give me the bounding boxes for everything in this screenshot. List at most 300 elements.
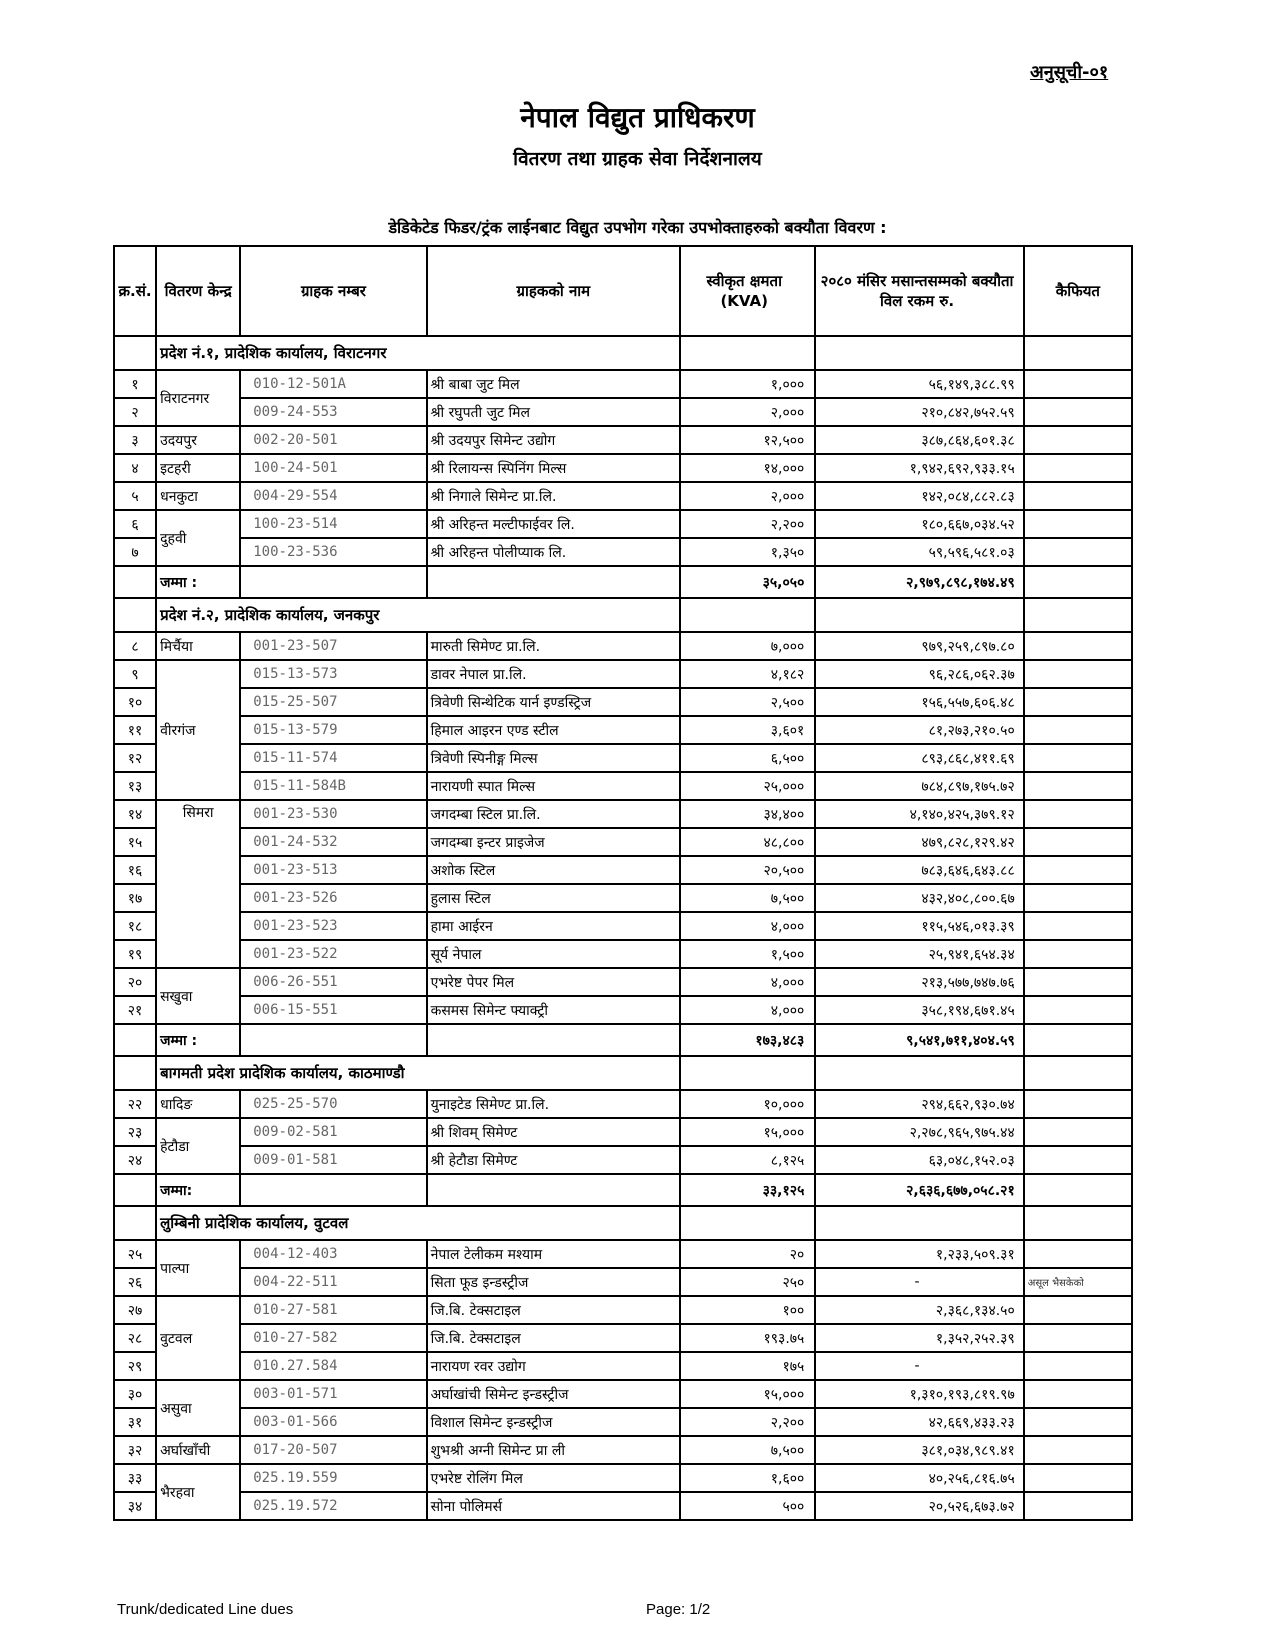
customer-name: त्रिवेणी स्पिनीङ्ग मिल्स (427, 744, 680, 772)
serial-number: २७ (114, 1296, 156, 1324)
serial-number: १९ (114, 940, 156, 968)
customer-name: जगदम्बा स्टिल प्रा.लि. (427, 800, 680, 828)
outstanding-amount: ७८३,६४६,६४३.८८ (815, 856, 1023, 884)
outstanding-amount: - (815, 1352, 1023, 1380)
col-header-name: ग्राहकको नाम (427, 246, 680, 336)
footer-document-label: Trunk/dedicated Line dues (117, 1601, 294, 1618)
customer-number: 009-24-553 (240, 398, 426, 426)
section-remarks-cell (1024, 1206, 1132, 1240)
customer-name: श्री रिलायन्स स्पिनिंग मिल्स (427, 454, 680, 482)
distribution-center: अर्घाखाँची (156, 1436, 240, 1464)
outstanding-amount: ३८१,०३४,९८९.४१ (815, 1436, 1023, 1464)
serial-number: १२ (114, 744, 156, 772)
table-header-row (114, 246, 1132, 336)
customer-number: 015-13-579 (240, 716, 426, 744)
serial-number: ७ (114, 538, 156, 566)
serial-number: १४ (114, 800, 156, 828)
customer-name: शुभश्री अग्नी सिमेन्ट प्रा ली (427, 1436, 680, 1464)
table-row (114, 1090, 1132, 1118)
approved-capacity-kva: १,५०० (680, 940, 815, 968)
section-amount-cell (815, 336, 1023, 370)
customer-name: श्री शिवम् सिमेण्ट (427, 1118, 680, 1146)
distribution-center: वीरगंज (156, 660, 240, 800)
remarks (1024, 426, 1132, 454)
serial-number: ३ (114, 426, 156, 454)
distribution-center: विराटनगर (156, 370, 240, 426)
serial-number: ३३ (114, 1464, 156, 1492)
customer-name: अर्घाखांची सिमेन्ट इन्डस्ट्रीज (427, 1380, 680, 1408)
customer-number: 010.27.584 (240, 1352, 426, 1380)
remarks (1024, 1118, 1132, 1146)
remarks (1024, 660, 1132, 688)
section-amount-cell (815, 1056, 1023, 1090)
section-title: बागमती प्रदेश प्रादेशिक कार्यालय, काठमाण्डौ (156, 1056, 680, 1090)
remarks (1024, 996, 1132, 1024)
outstanding-amount: २०,५२६,६७३.७२ (815, 1492, 1023, 1520)
serial-number: २९ (114, 1352, 156, 1380)
approved-capacity-kva: १५,००० (680, 1380, 815, 1408)
serial-number: २० (114, 968, 156, 996)
approved-capacity-kva: १,००० (680, 370, 815, 398)
distribution-center: मिर्चैया (156, 632, 240, 660)
serial-number: २८ (114, 1324, 156, 1352)
serial-number: १७ (114, 884, 156, 912)
table-body (114, 336, 1132, 1520)
remarks (1024, 1436, 1132, 1464)
total-kva: ३५,०५० (680, 566, 815, 598)
serial-number: १६ (114, 856, 156, 884)
remarks (1024, 1464, 1132, 1492)
total-remarks-cell (1024, 566, 1132, 598)
serial-number: ३२ (114, 1436, 156, 1464)
table-row (114, 426, 1132, 454)
table-row (114, 884, 1132, 912)
customer-name: हुलास स्टिल (427, 884, 680, 912)
customer-number: 001-23-507 (240, 632, 426, 660)
serial-number: ३४ (114, 1492, 156, 1520)
table-row (114, 968, 1132, 996)
total-account-cell (240, 566, 426, 598)
total-row (114, 1174, 1132, 1206)
section-amount-cell (815, 598, 1023, 632)
total-kva: १७३,४८३ (680, 1024, 815, 1056)
table-row (114, 538, 1132, 566)
customer-number: 015-25-507 (240, 688, 426, 716)
approved-capacity-kva: २,००० (680, 398, 815, 426)
remarks (1024, 800, 1132, 828)
total-sn-cell (114, 1174, 156, 1206)
remarks (1024, 370, 1132, 398)
total-name-cell (427, 1174, 680, 1206)
customer-number: 100-23-536 (240, 538, 426, 566)
outstanding-amount: १,३५२,२५२.३९ (815, 1324, 1023, 1352)
customer-name: श्री रघुपती जुट मिल (427, 398, 680, 426)
distribution-center: वुटवल (156, 1296, 240, 1380)
serial-number: २६ (114, 1268, 156, 1296)
approved-capacity-kva: १९३.७५ (680, 1324, 815, 1352)
col-header-account: ग्राहक नम्बर (240, 246, 426, 336)
remarks (1024, 1324, 1132, 1352)
outstanding-amount: ११५,५४६,०१३.३९ (815, 912, 1023, 940)
section-header-row (114, 598, 1132, 632)
serial-number: ३१ (114, 1408, 156, 1436)
section-sn-cell (114, 598, 156, 632)
outstanding-amount: ९७९,२५९,८९७.८० (815, 632, 1023, 660)
table-row (114, 632, 1132, 660)
section-sn-cell (114, 1056, 156, 1090)
total-amount: २,९७९,८९८,१७४.४९ (815, 566, 1023, 598)
outstanding-amount: ८१,२७३,२१०.५० (815, 716, 1023, 744)
customer-number: 015-11-574 (240, 744, 426, 772)
remarks (1024, 968, 1132, 996)
section-sn-cell (114, 1206, 156, 1240)
approved-capacity-kva: २० (680, 1240, 815, 1268)
remarks (1024, 912, 1132, 940)
total-name-cell (427, 1024, 680, 1056)
remarks (1024, 1492, 1132, 1520)
approved-capacity-kva: ४,००० (680, 996, 815, 1024)
approved-capacity-kva: २५० (680, 1268, 815, 1296)
customer-name: विशाल सिमेन्ट इन्डस्ट्रीज (427, 1408, 680, 1436)
customer-name: श्री अरिहन्त मल्टीफाईवर लि. (427, 510, 680, 538)
approved-capacity-kva: १,६०० (680, 1464, 815, 1492)
approved-capacity-kva: १०,००० (680, 1090, 815, 1118)
table-row (114, 398, 1132, 426)
serial-number: ३० (114, 1380, 156, 1408)
serial-number: ८ (114, 632, 156, 660)
outstanding-amount: ४०,२५६,८१६.७५ (815, 1464, 1023, 1492)
remarks (1024, 632, 1132, 660)
total-remarks-cell (1024, 1024, 1132, 1056)
remarks (1024, 1408, 1132, 1436)
remarks (1024, 398, 1132, 426)
table-row (114, 912, 1132, 940)
table-row (114, 1464, 1132, 1492)
section-amount-cell (815, 1206, 1023, 1240)
approved-capacity-kva: ४८,८०० (680, 828, 815, 856)
remarks (1024, 1352, 1132, 1380)
customer-number: 006-15-551 (240, 996, 426, 1024)
section-header-row (114, 1056, 1132, 1090)
distribution-center: सिमरा (156, 800, 240, 968)
col-header-kva: स्वीकृत क्षमता (KVA) (680, 246, 815, 336)
remarks (1024, 482, 1132, 510)
customer-number: 015-13-573 (240, 660, 426, 688)
total-label: जम्मा: (156, 1174, 240, 1206)
customer-number: 015-11-584B (240, 772, 426, 800)
remarks (1024, 744, 1132, 772)
customer-number: 025.19.572 (240, 1492, 426, 1520)
remarks (1024, 454, 1132, 482)
outstanding-amount: १,३१०,१९३,८१९.९७ (815, 1380, 1023, 1408)
remarks (1024, 688, 1132, 716)
customer-name: सूर्य नेपाल (427, 940, 680, 968)
customer-number: 004-22-511 (240, 1268, 426, 1296)
distribution-center: असुवा (156, 1380, 240, 1436)
distribution-center: भैरहवा (156, 1464, 240, 1520)
remarks (1024, 1380, 1132, 1408)
section-sn-cell (114, 336, 156, 370)
customer-number: 100-24-501 (240, 454, 426, 482)
outstanding-amount: १८०,६६७,०३४.५२ (815, 510, 1023, 538)
customer-number: 010-27-581 (240, 1296, 426, 1324)
approved-capacity-kva: १५,००० (680, 1118, 815, 1146)
outstanding-amount: २५,९४१,६५४.३४ (815, 940, 1023, 968)
remarks (1024, 856, 1132, 884)
table-row (114, 1268, 1132, 1296)
serial-number: ५ (114, 482, 156, 510)
section-kva-cell (680, 598, 815, 632)
remarks (1024, 884, 1132, 912)
total-label: जम्मा : (156, 1024, 240, 1056)
outstanding-amount: १,२३३,५०९.३१ (815, 1240, 1023, 1268)
table-row (114, 744, 1132, 772)
approved-capacity-kva: ४,१८२ (680, 660, 815, 688)
approved-capacity-kva: १४,००० (680, 454, 815, 482)
outstanding-amount: ८९३,८६८,४११.६९ (815, 744, 1023, 772)
section-remarks-cell (1024, 336, 1132, 370)
customer-name: श्री हेटौडा सिमेण्ट (427, 1146, 680, 1174)
approved-capacity-kva: ७,५०० (680, 1436, 815, 1464)
customer-name: हिमाल आइरन एण्ड स्टील (427, 716, 680, 744)
outstanding-amount: ९६,२८६,०६२.३७ (815, 660, 1023, 688)
outstanding-amount: - (815, 1268, 1023, 1296)
serial-number: २ (114, 398, 156, 426)
approved-capacity-kva: ४,००० (680, 912, 815, 940)
table-row (114, 940, 1132, 968)
outstanding-amount: १५६,५५७,६०६.४८ (815, 688, 1023, 716)
customer-name: एभरेष्ट रोलिंग मिल (427, 1464, 680, 1492)
section-header-row (114, 1206, 1132, 1240)
serial-number: २४ (114, 1146, 156, 1174)
distribution-center: सखुवा (156, 968, 240, 1024)
customer-number: 004-12-403 (240, 1240, 426, 1268)
table-row (114, 1492, 1132, 1520)
section-remarks-cell (1024, 598, 1132, 632)
outstanding-amount: २९४,६६२,९३०.७४ (815, 1090, 1023, 1118)
serial-number: २१ (114, 996, 156, 1024)
customer-name: मारुती सिमेण्ट प्रा.लि. (427, 632, 680, 660)
serial-number: ११ (114, 716, 156, 744)
remarks (1024, 940, 1132, 968)
remarks (1024, 772, 1132, 800)
approved-capacity-kva: ७,००० (680, 632, 815, 660)
customer-number: 009-01-581 (240, 1146, 426, 1174)
customer-name: नारायणी स्पात मिल्स (427, 772, 680, 800)
approved-capacity-kva: २,२०० (680, 1408, 815, 1436)
approved-capacity-kva: ३,६०१ (680, 716, 815, 744)
serial-number: १५ (114, 828, 156, 856)
section-title: प्रदेश नं.१, प्रादेशिक कार्यालय, विराटनगर (156, 336, 680, 370)
serial-number: १० (114, 688, 156, 716)
footer-page-number: Page: 1/2 (646, 1601, 711, 1618)
outstanding-amount: २१०,८४२,७५२.५९ (815, 398, 1023, 426)
customer-name: नेपाल टेलीकम मश्याम (427, 1240, 680, 1268)
customer-name: जगदम्बा इन्टर प्राइजेज (427, 828, 680, 856)
customer-name: अशोक स्टिल (427, 856, 680, 884)
serial-number: १३ (114, 772, 156, 800)
table-row (114, 1352, 1132, 1380)
outstanding-amount: २,२७८,९६५,९७५.४४ (815, 1118, 1023, 1146)
outstanding-amount: २१३,५७७,७४७.७६ (815, 968, 1023, 996)
document-title: नेपाल विद्युत प्राधिकरण (520, 101, 755, 134)
remarks (1024, 538, 1132, 566)
total-kva: ३३,१२५ (680, 1174, 815, 1206)
table-row (114, 370, 1132, 398)
remarks (1024, 1296, 1132, 1324)
section-kva-cell (680, 1056, 815, 1090)
total-label: जम्मा : (156, 566, 240, 598)
approved-capacity-kva: ३४,४०० (680, 800, 815, 828)
customer-number: 001-23-523 (240, 912, 426, 940)
approved-capacity-kva: १७५ (680, 1352, 815, 1380)
customer-name: श्री उदयपुर सिमेन्ट उद्योग (427, 426, 680, 454)
table-row (114, 772, 1132, 800)
col-header-remarks: कैफियत (1024, 246, 1132, 336)
approved-capacity-kva: ६,५०० (680, 744, 815, 772)
outstanding-amount: ३५८,१९४,६७१.४५ (815, 996, 1023, 1024)
serial-number: २२ (114, 1090, 156, 1118)
customer-number: 001-23-522 (240, 940, 426, 968)
customer-number: 100-23-514 (240, 510, 426, 538)
outstanding-amount: ६३,०४८,१५२.०३ (815, 1146, 1023, 1174)
customer-number: 001-23-526 (240, 884, 426, 912)
remarks (1024, 510, 1132, 538)
customer-name: हामा आईरन (427, 912, 680, 940)
customer-name: त्रिवेणी सिन्थेटिक यार्न इण्डस्ट्रिज (427, 688, 680, 716)
approved-capacity-kva: ७,५०० (680, 884, 815, 912)
outstanding-amount: २,३६८,१३४.५० (815, 1296, 1023, 1324)
customer-name: श्री निगाले सिमेन्ट प्रा.लि. (427, 482, 680, 510)
customer-number: 010-12-501A (240, 370, 426, 398)
table-row (114, 1296, 1132, 1324)
col-header-sn: क्र.सं. (114, 246, 156, 336)
distribution-center: धादिङ (156, 1090, 240, 1118)
approved-capacity-kva: २,५०० (680, 688, 815, 716)
outstanding-amount: ३८७,८६४,६०१.३८ (815, 426, 1023, 454)
customer-number: 001-23-530 (240, 800, 426, 828)
customer-number: 025-25-570 (240, 1090, 426, 1118)
remarks (1024, 828, 1132, 856)
approved-capacity-kva: ८,१२५ (680, 1146, 815, 1174)
table-row (114, 996, 1132, 1024)
distribution-center: पाल्पा (156, 1240, 240, 1296)
customer-name: श्री बाबा जुट मिल (427, 370, 680, 398)
col-header-center: वितरण केन्द्र (156, 246, 240, 336)
customer-name: कसमस सिमेन्ट फ्याक्ट्री (427, 996, 680, 1024)
section-kva-cell (680, 336, 815, 370)
total-amount: ९,५४१,७११,४०४.५९ (815, 1024, 1023, 1056)
approved-capacity-kva: १,३५० (680, 538, 815, 566)
approved-capacity-kva: ५०० (680, 1492, 815, 1520)
customer-number: 004-29-554 (240, 482, 426, 510)
customer-number: 001-23-513 (240, 856, 426, 884)
total-account-cell (240, 1024, 426, 1056)
outstanding-amount: ४२,६६९,४३३.२३ (815, 1408, 1023, 1436)
remarks (1024, 1240, 1132, 1268)
customer-name: सोना पोलिमर्स (427, 1492, 680, 1520)
serial-number: ९ (114, 660, 156, 688)
table-row (114, 1118, 1132, 1146)
customer-number: 002-20-501 (240, 426, 426, 454)
outstanding-amount: १४२,०८४,८८२.८३ (815, 482, 1023, 510)
table-row (114, 800, 1132, 828)
customer-name: सिता फूड इन्डस्ट्रीज (427, 1268, 680, 1296)
total-account-cell (240, 1174, 426, 1206)
approved-capacity-kva: १२,५०० (680, 426, 815, 454)
outstanding-amount: ५६,१४९,३८८.९९ (815, 370, 1023, 398)
table-row (114, 1380, 1132, 1408)
table-row (114, 482, 1132, 510)
remarks: असूल भैसकेको (1024, 1268, 1132, 1296)
customer-name: युनाइटेड सिमेण्ट प्रा.लि. (427, 1090, 680, 1118)
table-row (114, 828, 1132, 856)
customer-name: जि.बि. टेक्सटाइल (427, 1324, 680, 1352)
serial-number: १ (114, 370, 156, 398)
customer-name: डावर नेपाल प्रा.लि. (427, 660, 680, 688)
distribution-center: उदयपुर (156, 426, 240, 454)
section-header-row (114, 336, 1132, 370)
remarks (1024, 716, 1132, 744)
section-title: लुम्बिनी प्रादेशिक कार्यालय, वुटवल (156, 1206, 680, 1240)
total-remarks-cell (1024, 1174, 1132, 1206)
total-sn-cell (114, 1024, 156, 1056)
table-row (114, 1324, 1132, 1352)
customer-number: 017-20-507 (240, 1436, 426, 1464)
approved-capacity-kva: १०० (680, 1296, 815, 1324)
table-row (114, 716, 1132, 744)
table-row (114, 1240, 1132, 1268)
customer-number: 006-26-551 (240, 968, 426, 996)
distribution-center: धनकुटा (156, 482, 240, 510)
table-row (114, 454, 1132, 482)
table-row (114, 856, 1132, 884)
serial-number: १८ (114, 912, 156, 940)
customer-number: 003-01-571 (240, 1380, 426, 1408)
approved-capacity-kva: २५,००० (680, 772, 815, 800)
dues-table (113, 245, 1133, 1521)
outstanding-amount: १,९४२,६९२,९३३.१५ (815, 454, 1023, 482)
customer-number: 009-02-581 (240, 1118, 426, 1146)
outstanding-amount: ४३२,४०८,८००.६७ (815, 884, 1023, 912)
remarks (1024, 1146, 1132, 1174)
approved-capacity-kva: २,२०० (680, 510, 815, 538)
table-row (114, 1436, 1132, 1464)
serial-number: २३ (114, 1118, 156, 1146)
annex-label: अनुसूची-०१ (1030, 62, 1109, 83)
serial-number: २५ (114, 1240, 156, 1268)
distribution-center: हेटौडा (156, 1118, 240, 1174)
col-header-amount: २०८० मंसिर मसान्तसम्मको बक्यौता विल रकम रु. (815, 246, 1023, 336)
table-row (114, 1146, 1132, 1174)
distribution-center: इटहरी (156, 454, 240, 482)
document-subtitle: वितरण तथा ग्राहक सेवा निर्देशनालय (513, 148, 762, 170)
serial-number: ६ (114, 510, 156, 538)
customer-number: 001-24-532 (240, 828, 426, 856)
table-row (114, 660, 1132, 688)
approved-capacity-kva: २,००० (680, 482, 815, 510)
total-name-cell (427, 566, 680, 598)
table-caption: डेडिकेटेड फिडर/ट्रंक लाईनबाट विद्युत उपभोग गरेका उपभोक्ताहरुको बक्यौता विवरण : (388, 218, 887, 237)
outstanding-amount: ४,१४०,४२५,३७९.१२ (815, 800, 1023, 828)
table-row (114, 510, 1132, 538)
total-row (114, 1024, 1132, 1056)
total-sn-cell (114, 566, 156, 598)
outstanding-amount: ४७९,८२८,१२९.४२ (815, 828, 1023, 856)
customer-number: 003-01-566 (240, 1408, 426, 1436)
customer-name: जि.बि. टेक्सटाइल (427, 1296, 680, 1324)
section-kva-cell (680, 1206, 815, 1240)
